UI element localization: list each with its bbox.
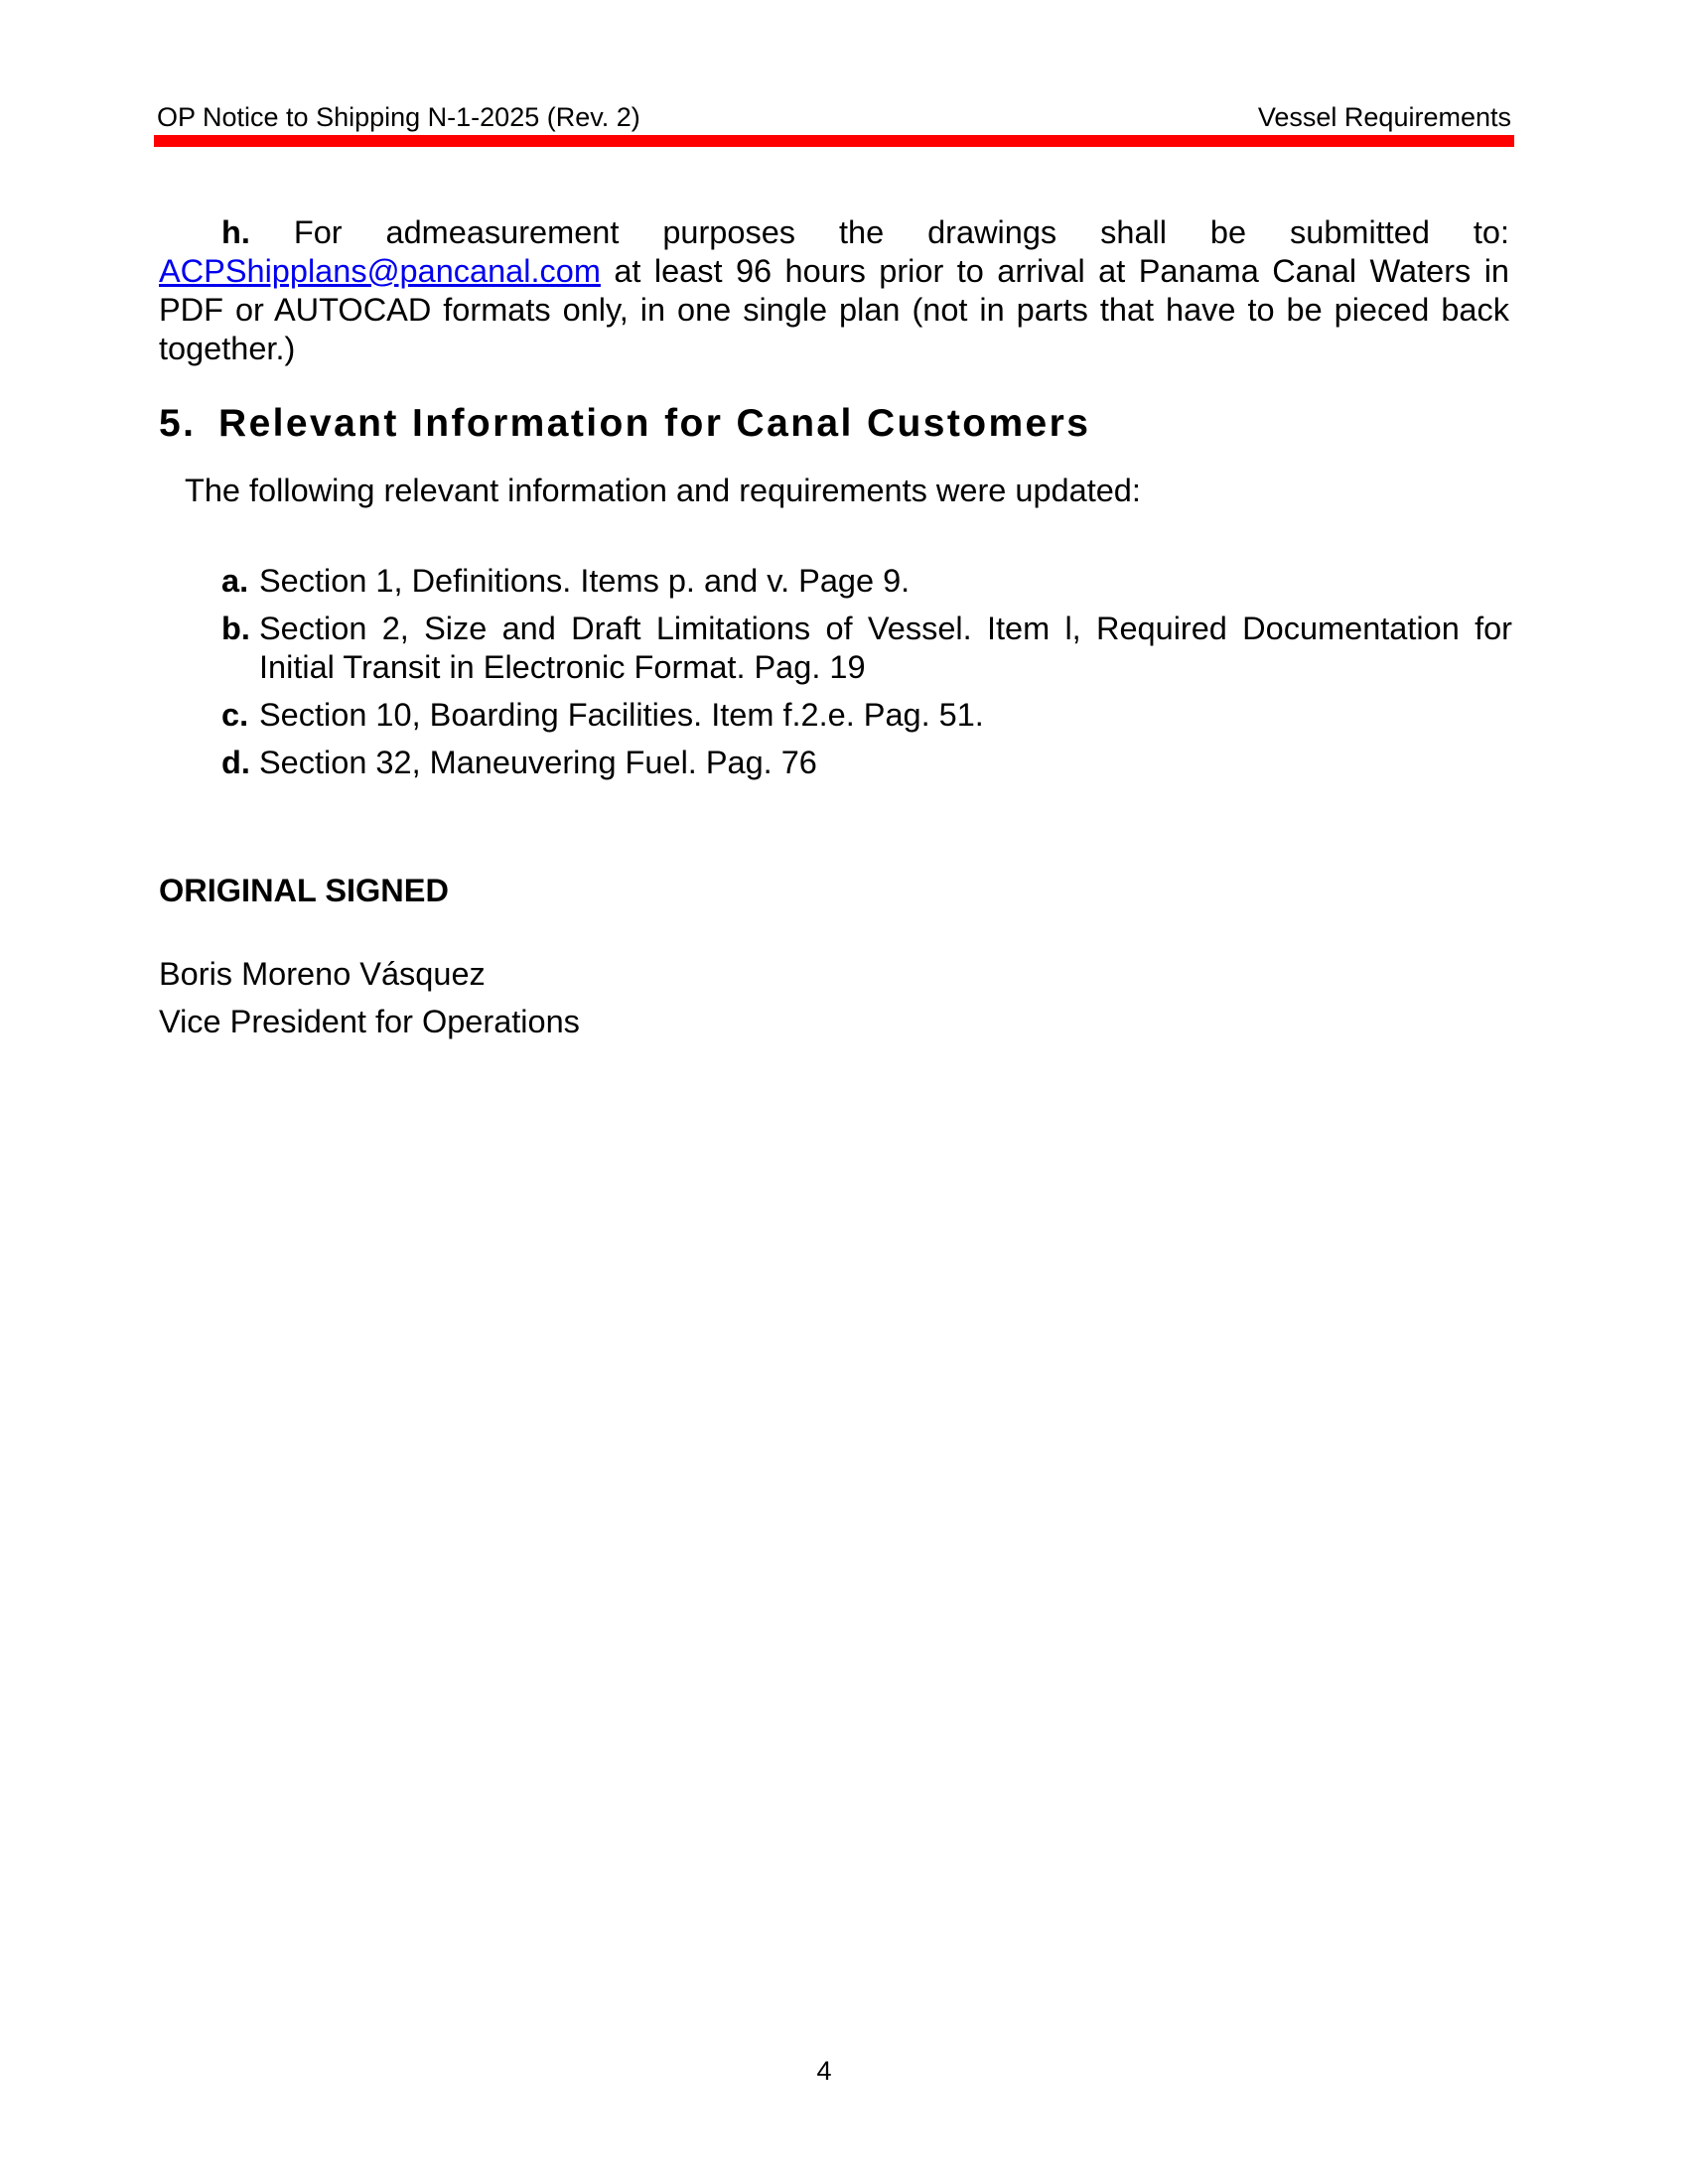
section-5-heading <box>159 400 1090 448</box>
paragraph-h-text-before: For admeasurement purposes the drawings shall be submitted to: <box>249 214 1509 250</box>
list-item-letter: a. <box>221 563 249 599</box>
signer-title: Vice President for Operations <box>159 1004 580 1039</box>
paragraph-h <box>159 213 1509 368</box>
original-signed-label: ORIGINAL SIGNED <box>159 873 449 908</box>
running-header <box>157 99 1511 135</box>
list-item <box>221 562 1512 601</box>
list-item <box>221 696 1512 735</box>
header-rule <box>154 135 1514 147</box>
list-item-letter: b. <box>221 611 250 646</box>
header-document-title: OP Notice to Shipping N-1-2025 (Rev. 2) <box>157 102 640 132</box>
signature-block <box>159 950 580 1045</box>
paragraph-h-label: h. <box>221 214 250 250</box>
section-number: 5. <box>159 402 197 445</box>
list-item-text: Section 10, Boarding Facilities. Item f.2.e. Pag. 51. <box>259 697 984 733</box>
list-item-letter: c. <box>221 697 249 733</box>
list-item-letter: d. <box>221 745 250 780</box>
page-number: 4 <box>816 2056 832 2086</box>
list-item-text: Section 1, Definitions. Items p. and v. Page 9. <box>259 563 911 599</box>
list-item <box>221 610 1512 687</box>
list-item-text: Section 32, Maneuvering Fuel. Pag. 76 <box>259 745 817 780</box>
signer-name: Boris Moreno Vásquez <box>159 956 486 992</box>
shipplans-email-link[interactable]: ACPShipplans@pancanal.com <box>159 253 601 289</box>
section-title: Relevant Information for Canal Customers <box>218 402 1091 445</box>
section-intro: The following relevant information and requirements were updated: <box>185 473 1141 508</box>
list-item <box>221 744 1512 782</box>
list-item-text: Section 2, Size and Draft Limitations of Vessel. Item l, Required Documentation for Initial Transit in Electronic Format. Pag. 19 <box>259 611 1512 685</box>
updated-items-list <box>221 562 1512 791</box>
header-section-title: Vessel Requirements <box>1257 102 1511 132</box>
paragraph-h-text-after: at least 96 hours prior to arrival at Panama Canal Waters in PDF or AUTOCAD formats only, in one single plan (not in parts that have to be pieced back together.) <box>159 253 1509 366</box>
